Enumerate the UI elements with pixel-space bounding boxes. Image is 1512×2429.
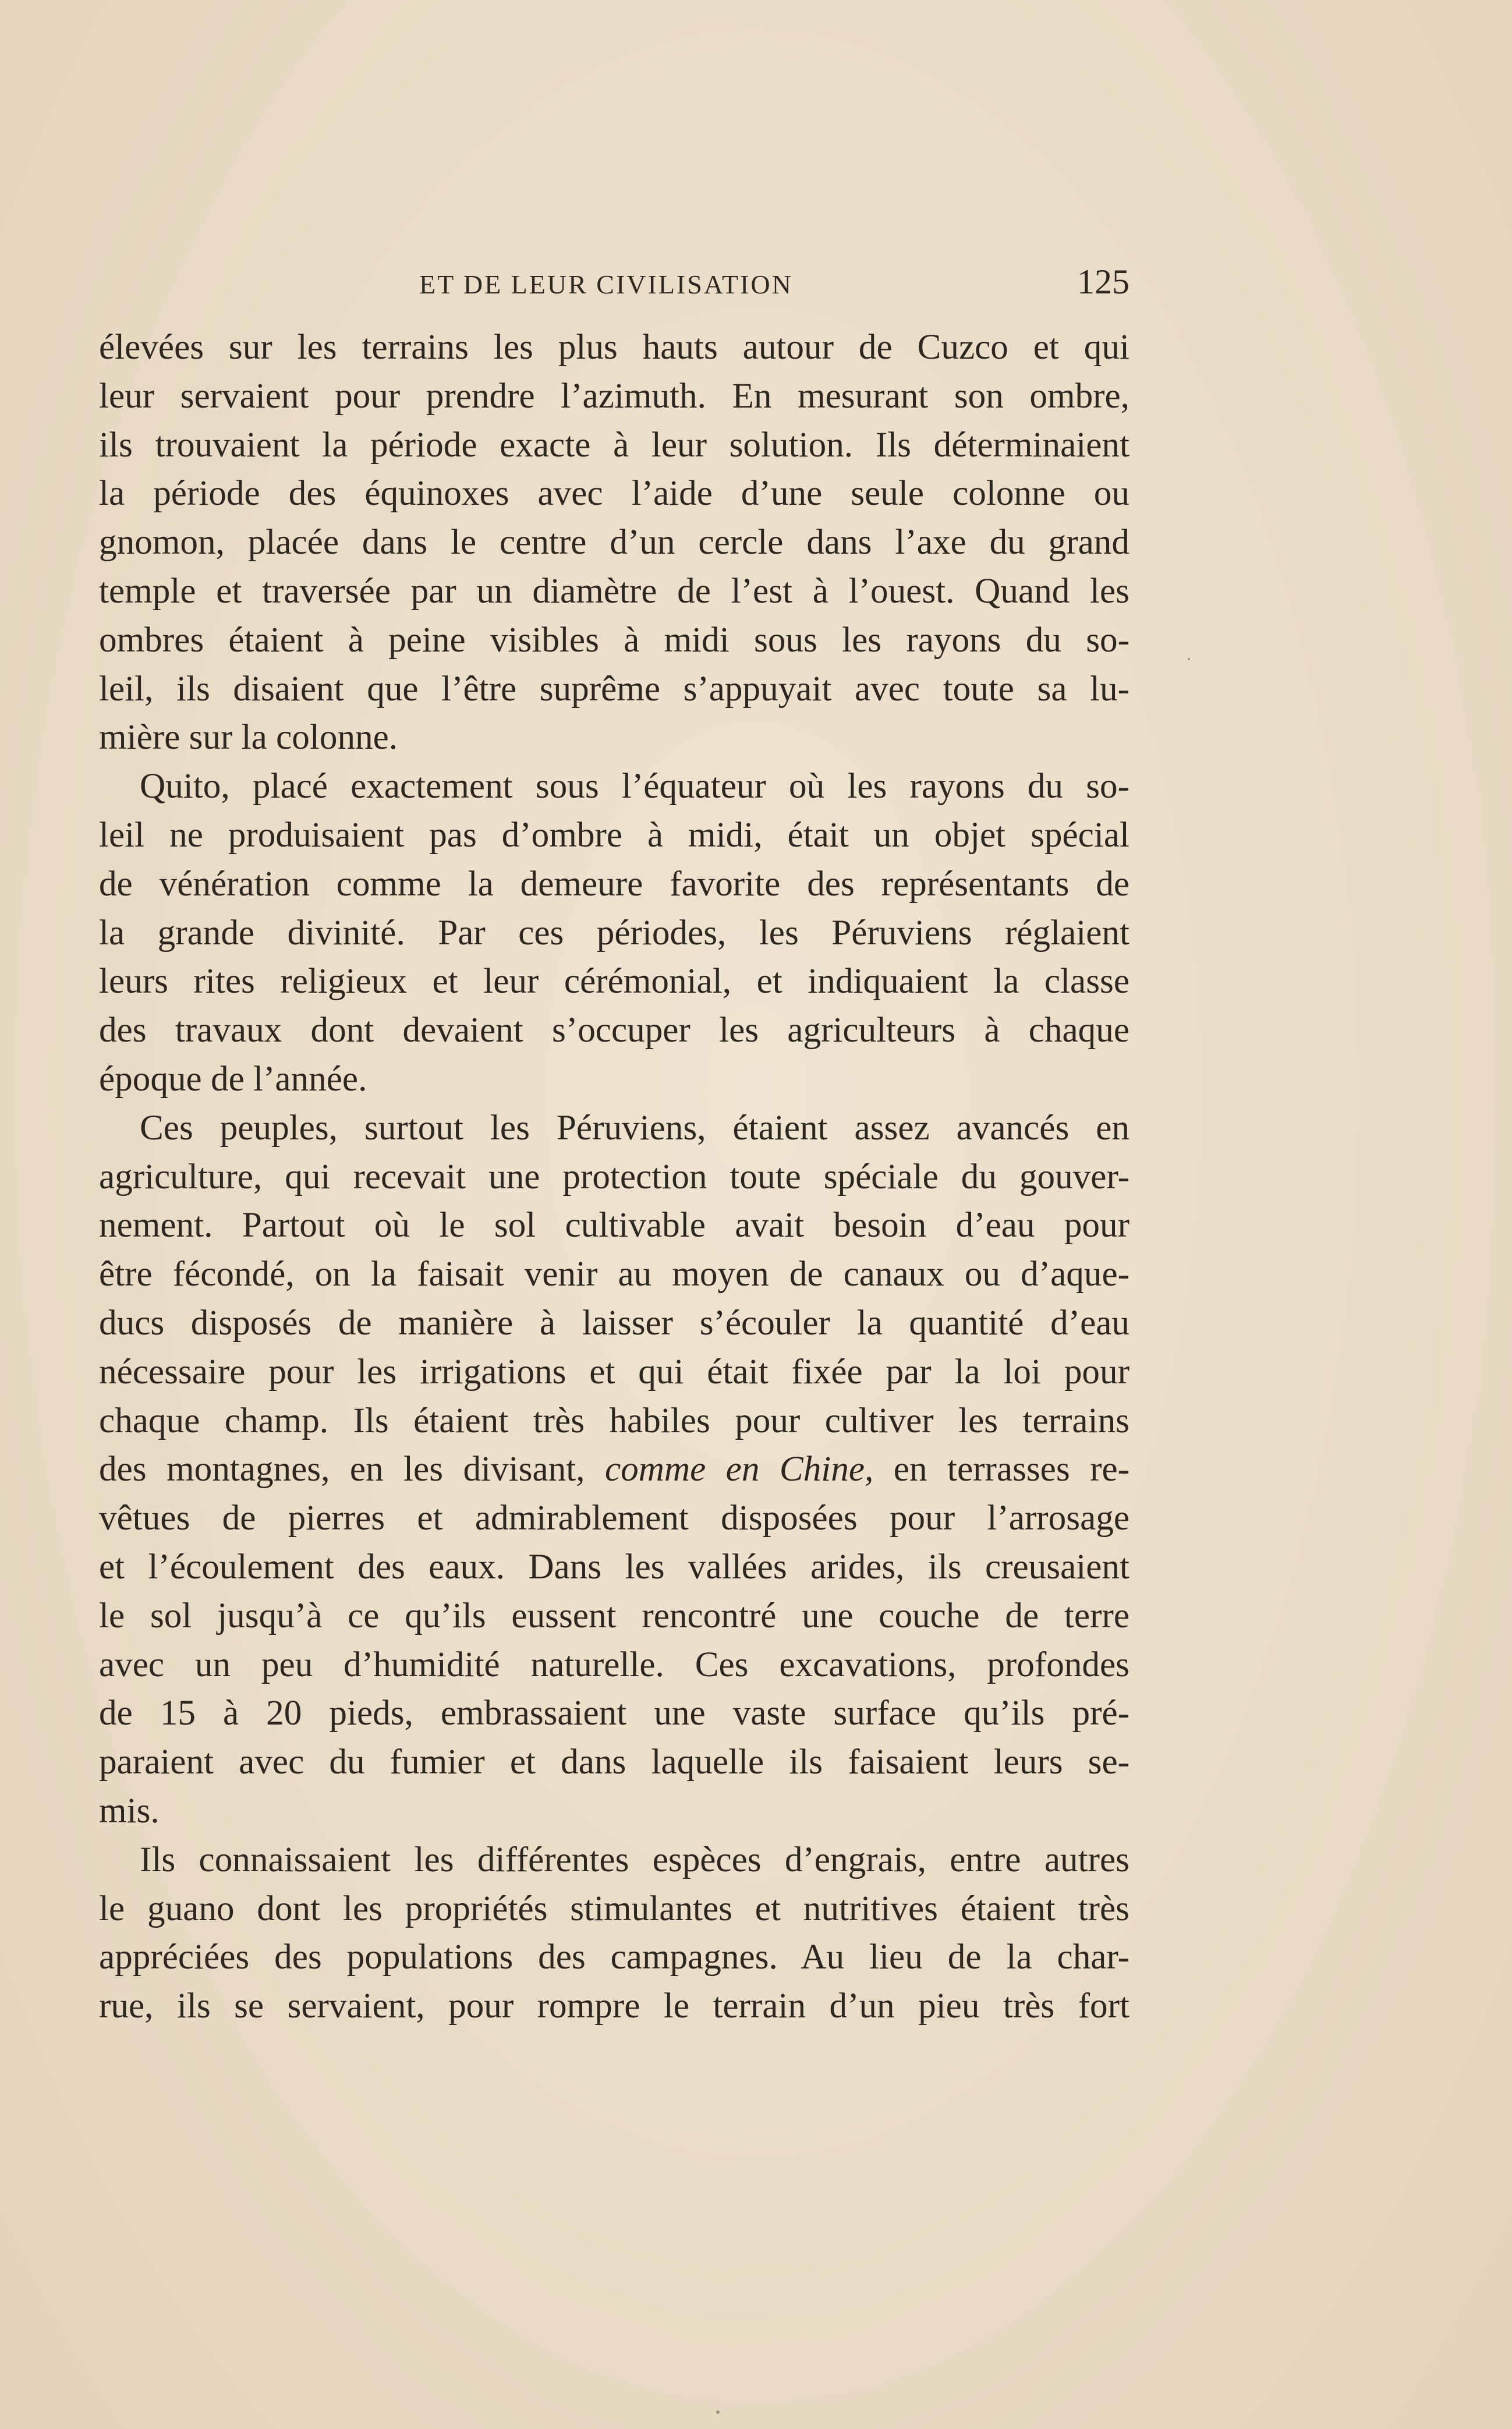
paper-speck: [1188, 658, 1190, 660]
body-text: [99, 323, 1129, 2031]
text-line: mis.: [99, 1790, 160, 1830]
text-line: leil, ils disaient que l’être suprême s’appuyait avec toute sa lu-: [99, 668, 1129, 709]
paragraph-2: [99, 762, 1129, 1104]
paragraph-3: [99, 1104, 1129, 1836]
text-line: paraient avec du fumier et dans laquelle ils faisaient leurs se-: [99, 1742, 1129, 1782]
text-line: ombres étaient à peine visibles à midi sous les rayons du so-: [99, 619, 1129, 660]
text-line: de vénération comme la demeure favorite des représentants de: [99, 863, 1129, 904]
text-line-with-italic: [99, 1445, 1129, 1494]
text-line: appréciées des populations des campagnes. Au lieu de la char-: [99, 1937, 1129, 1977]
text-line: leil ne produisaient pas d’ombre à midi, était un objet spécial: [99, 815, 1129, 855]
text-line: leurs rites religieux et leur cérémonial, et indiquaient la classe: [99, 961, 1129, 1001]
paper-speck: [716, 2410, 720, 2414]
text-line: chaque champ. Ils étaient très habiles pour cultiver les terrains: [99, 1400, 1129, 1440]
text-run: en terrasses re-: [873, 1449, 1129, 1489]
text-line: rue, ils se servaient, pour rompre le terrain d’un pieu très fort: [99, 1986, 1129, 2026]
text-line: nement. Partout où le sol cultivable avait besoin d’eau pour: [99, 1205, 1129, 1245]
paragraph-4: [99, 1836, 1129, 2031]
text-line: la grande divinité. Par ces périodes, les Péruviens réglaient: [99, 912, 1129, 953]
text-line: agriculture, qui recevait une protection toute spéciale du gouver-: [99, 1156, 1129, 1196]
text-line: des travaux dont devaient s’occuper les agriculteurs à chaque: [99, 1010, 1129, 1050]
text-line: ils trouvaient la période exacte à leur solution. Ils déterminaient: [99, 424, 1129, 465]
text-line: le guano dont les propriétés stimulantes et nutritives étaient très: [99, 1888, 1129, 1928]
text-line: temple et traversée par un diamètre de l’est à l’ouest. Quand les: [99, 571, 1129, 611]
text-line: Ces peuples, surtout les Péruviens, étaient assez avancés en: [140, 1107, 1129, 1148]
text-line: Quito, placé exactement sous l’équateur où les rayons du so-: [140, 766, 1129, 806]
italic-phrase: comme en Chine,: [604, 1449, 874, 1489]
text-line: mière sur la colonne.: [99, 717, 398, 757]
text-line: Ils connaissaient les différentes espèces d’engrais, entre autres: [140, 1839, 1129, 1879]
text-line: leur servaient pour prendre l’azimuth. En mesurant son ombre,: [99, 376, 1129, 416]
text-line: nécessaire pour les irrigations et qui était fixée par la loi pour: [99, 1351, 1129, 1391]
text-line: de 15 à 20 pieds, embrassaient une vaste surface qu’ils pré-: [99, 1693, 1129, 1733]
text-line: élevées sur les terrains les plus hauts autour de Cuzco et qui: [99, 327, 1129, 367]
text-line: la période des équinoxes avec l’aide d’une seule colonne ou: [99, 473, 1129, 514]
text-line: le sol jusqu’à ce qu’ils eussent rencontré une couche de terre: [99, 1595, 1129, 1635]
page-number: 125: [1077, 263, 1129, 301]
page-header: [99, 262, 1129, 303]
text-line: vêtues de pierres et admirablement disposées pour l’arrosage: [99, 1498, 1129, 1538]
text-line: et l’écoulement des eaux. Dans les vallées arides, ils creusaient: [99, 1546, 1129, 1587]
paragraph-1: [99, 323, 1129, 762]
text-line: être fécondé, on la faisait venir au moyen de canaux ou d’aque-: [99, 1254, 1129, 1294]
text-line: ducs disposés de manière à laisser s’écouler la quantité d’eau: [99, 1302, 1129, 1343]
running-title: ET DE LEUR CIVILISATION: [419, 270, 793, 299]
text-line: gnomon, placée dans le centre d’un cercle dans l’axe du grand: [99, 522, 1129, 562]
text-line: avec un peu d’humidité naturelle. Ces excavations, profondes: [99, 1644, 1129, 1684]
text-run: des montagnes, en les divisant,: [99, 1449, 605, 1489]
text-line: époque de l’année.: [99, 1058, 367, 1099]
